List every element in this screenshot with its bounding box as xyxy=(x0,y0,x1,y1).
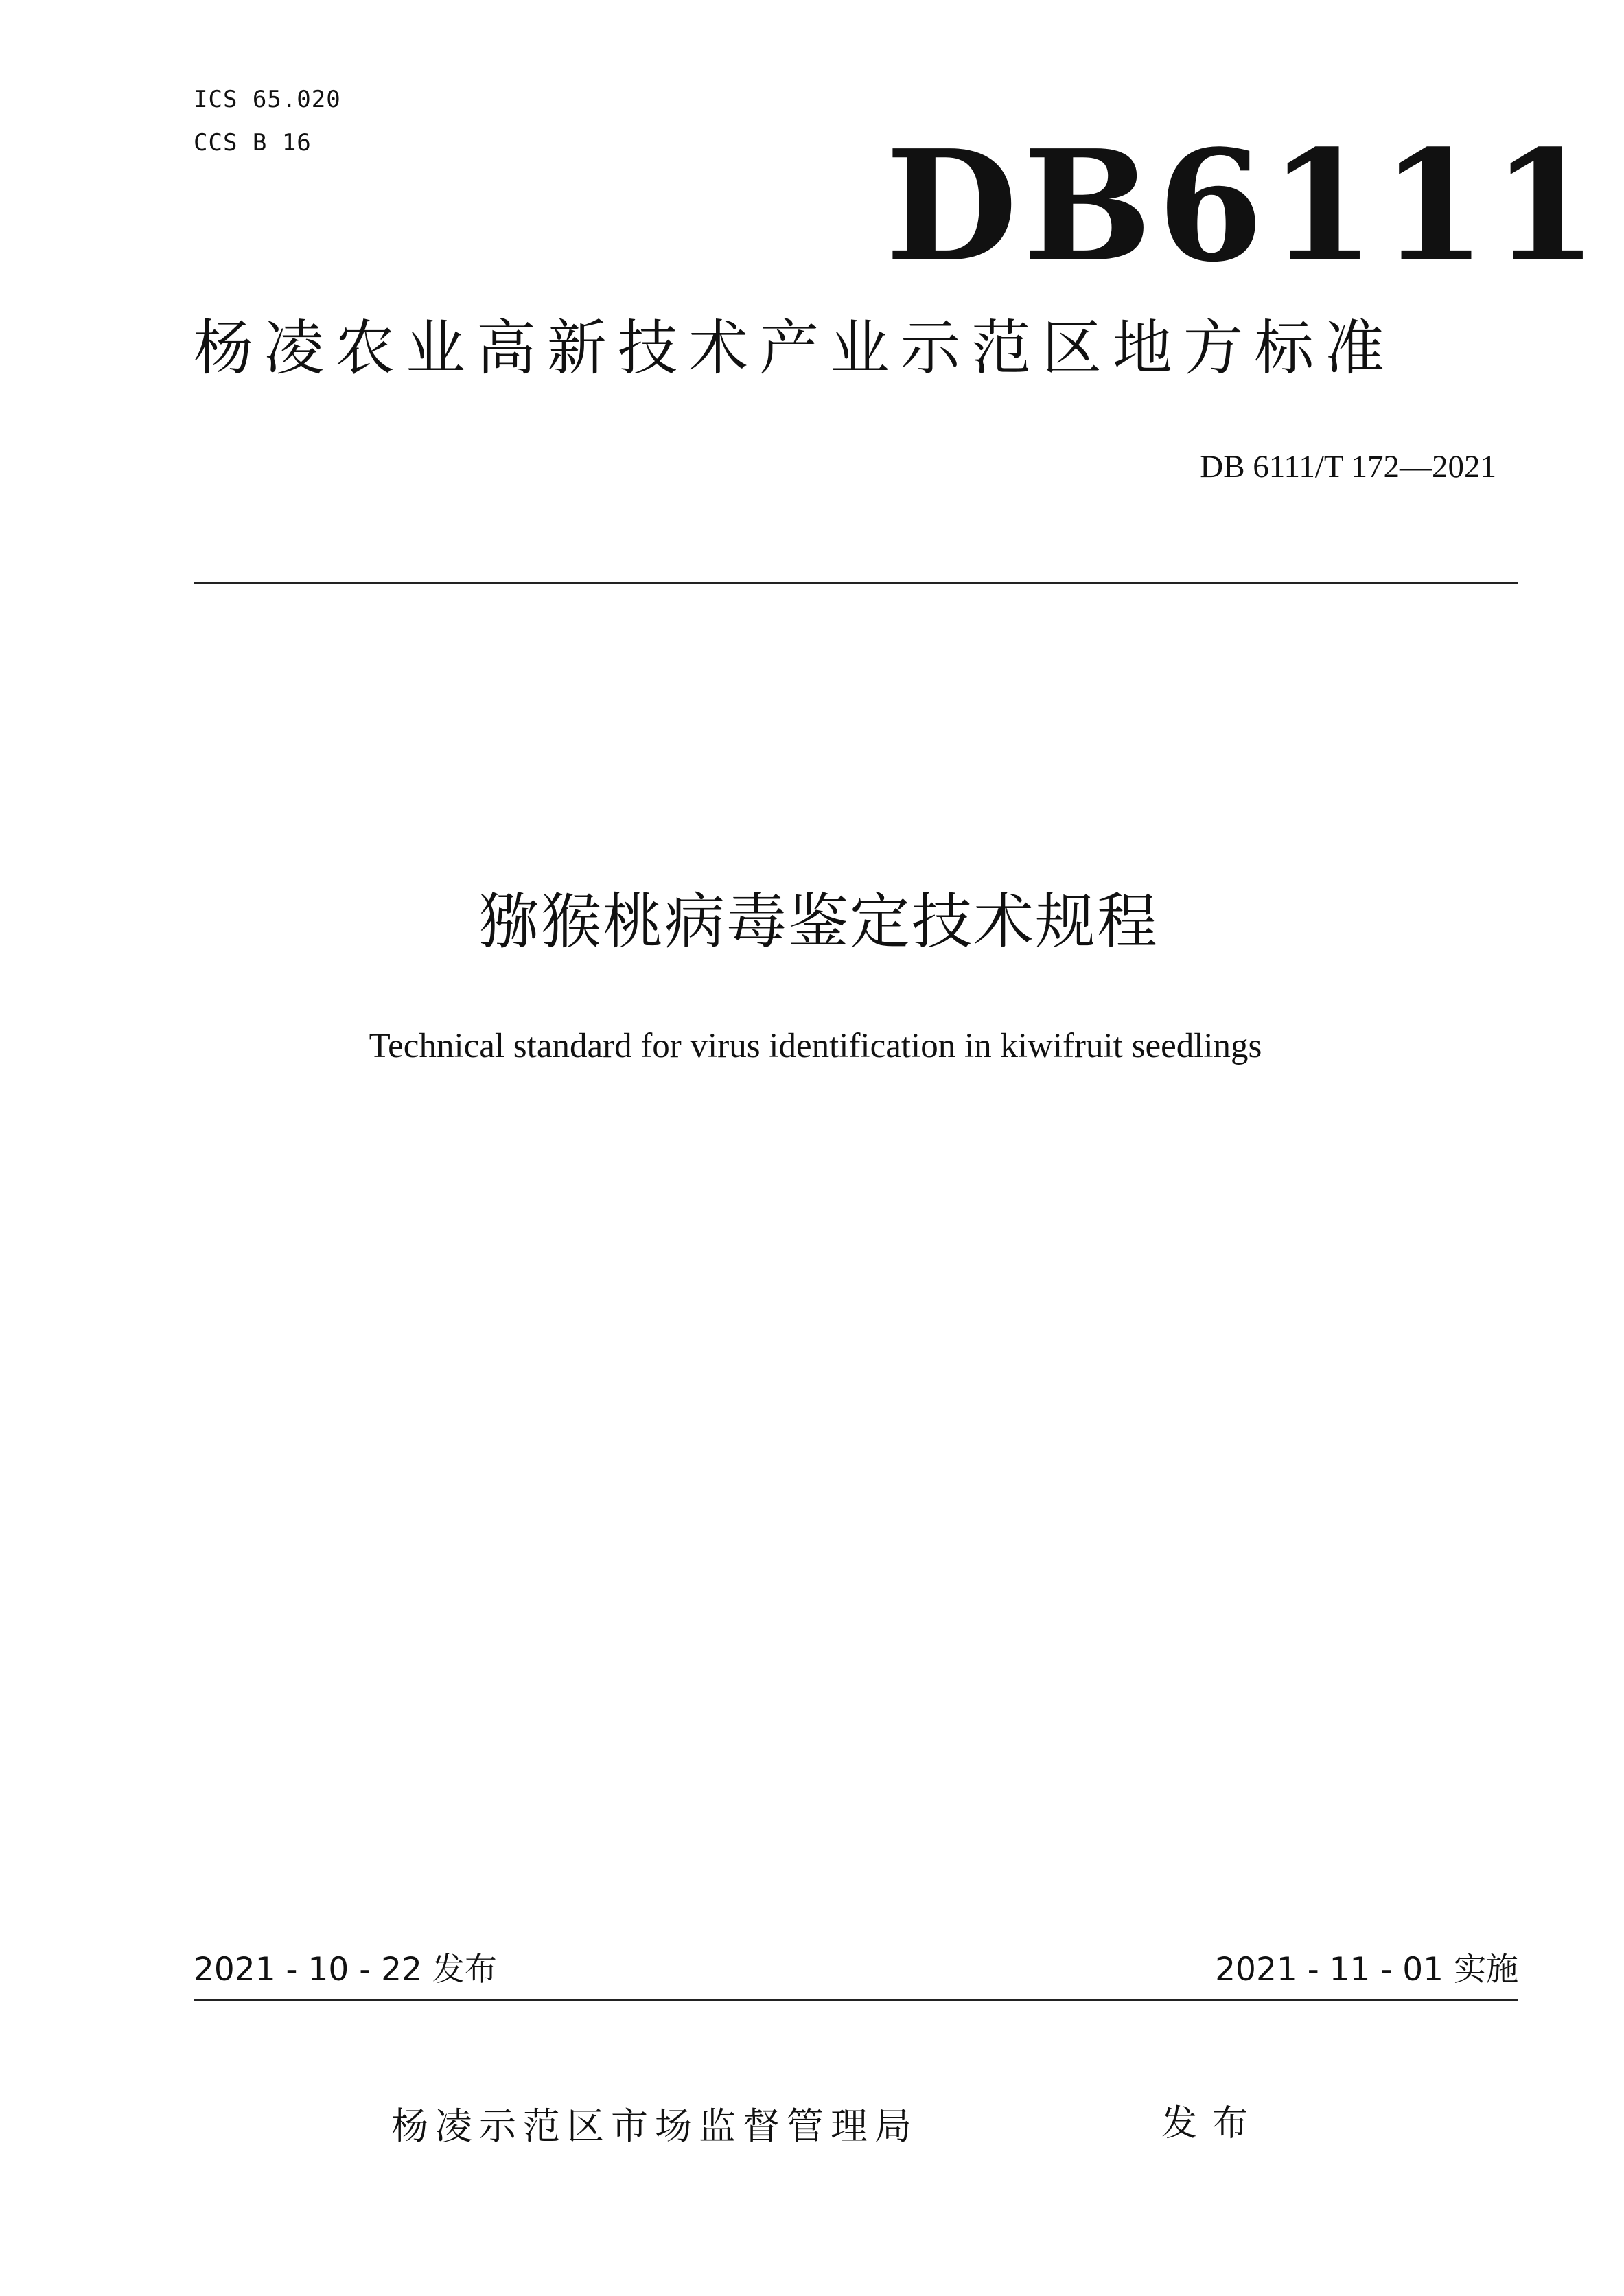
ccs-code: CCS B 16 xyxy=(194,129,312,156)
top-divider xyxy=(194,582,1518,584)
bottom-divider xyxy=(194,1999,1518,2001)
standard-category-title: 杨凌农业高新技术产业示范区地方标准 xyxy=(194,313,1395,383)
issuing-authority: 杨凌示范区市场监督管理局 xyxy=(391,2104,918,2148)
standard-number: DB 6111/T 172—2021 xyxy=(1200,449,1496,485)
document-title-zh: 猕猴桃病毒鉴定技术规程 xyxy=(478,886,1159,957)
document-title-en: Technical standard for virus identification in kiwifruit seedlings xyxy=(369,1027,1262,1065)
issue-label: 发布 xyxy=(1161,2103,1264,2144)
implementation-date: 2021 - 11 - 01 实施 xyxy=(1215,1951,1518,1988)
publish-date: 2021 - 10 - 22 发布 xyxy=(194,1951,497,1988)
ics-code: ICS 65.020 xyxy=(194,86,341,113)
standard-logo-code: DB6111 xyxy=(885,117,1604,296)
